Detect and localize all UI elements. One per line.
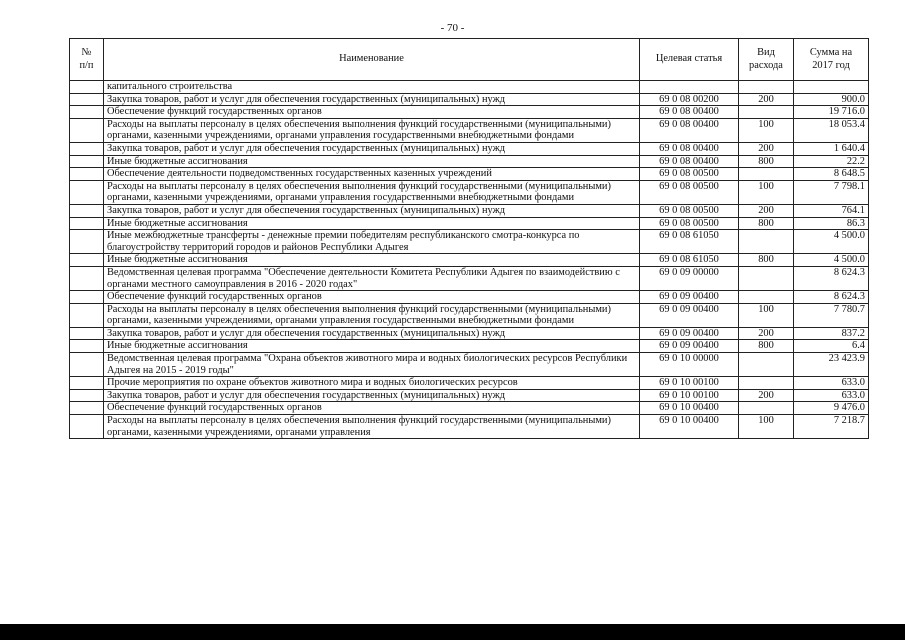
no-cell [70,93,104,106]
table-row [70,340,869,353]
type-cell: 100 [739,180,794,204]
no-cell [70,266,104,290]
name-cell: Закупка товаров, работ и услуг для обеспечения государственных (муниципальных) нужд [104,93,640,106]
sum-cell: 7 218.7 [794,415,869,439]
code-cell: 69 0 09 00400 [640,327,739,340]
no-cell [70,291,104,304]
code-cell: 69 0 08 61050 [640,230,739,254]
name-cell: Иные бюджетные ассигнования [104,217,640,230]
sum-cell: 86.3 [794,217,869,230]
budget-table [69,38,869,439]
code-cell: 69 0 10 00100 [640,377,739,390]
sum-cell: 22.2 [794,155,869,168]
no-cell [70,81,104,94]
name-cell: Иные бюджетные ассигнования [104,155,640,168]
type-cell [739,402,794,415]
code-cell: 69 0 08 00400 [640,142,739,155]
table-row [70,291,869,304]
table-row [70,204,869,217]
type-cell [739,81,794,94]
no-cell [70,402,104,415]
scan-bottom-edge [0,624,905,640]
type-cell: 200 [739,389,794,402]
type-cell [739,353,794,377]
sum-cell [794,81,869,94]
type-cell: 200 [739,142,794,155]
table-row [70,254,869,267]
no-cell [70,118,104,142]
type-cell [739,266,794,290]
sum-cell: 4 500.0 [794,254,869,267]
name-cell: Закупка товаров, работ и услуг для обеспечения государственных (муниципальных) нужд [104,204,640,217]
sum-cell: 7 780.7 [794,303,869,327]
type-cell [739,377,794,390]
sum-cell: 4 500.0 [794,230,869,254]
type-cell: 100 [739,303,794,327]
type-cell: 800 [739,340,794,353]
no-cell [70,204,104,217]
name-cell: Обеспечение функций государственных органов [104,402,640,415]
code-cell: 69 0 09 00400 [640,303,739,327]
sum-cell: 8 624.3 [794,291,869,304]
table-row [70,415,869,439]
header-name: Наименование [104,39,640,81]
table-row [70,230,869,254]
table-row [70,81,869,94]
name-cell: Закупка товаров, работ и услуг для обеспечения государственных (муниципальных) нужд [104,142,640,155]
name-cell: Расходы на выплаты персоналу в целях обеспечения выполнения функций государственными (муниципальными) органами, казенными учреждениями, органами управления государственными внебюджетными фондами [104,118,640,142]
no-cell [70,389,104,402]
sum-cell: 18 053.4 [794,118,869,142]
code-cell: 69 0 09 00400 [640,291,739,304]
no-cell [70,142,104,155]
name-cell: Прочие мероприятия по охране объектов животного мира и водных биологических ресурсов [104,377,640,390]
code-cell: 69 0 08 00500 [640,204,739,217]
type-cell: 800 [739,155,794,168]
type-cell: 200 [739,93,794,106]
code-cell: 69 0 09 00400 [640,340,739,353]
sum-cell: 633.0 [794,377,869,390]
name-cell: Обеспечение функций государственных органов [104,106,640,119]
table-row [70,142,869,155]
sum-cell: 837.2 [794,327,869,340]
table-row [70,303,869,327]
no-cell [70,377,104,390]
table-row [70,155,869,168]
code-cell: 69 0 10 00400 [640,402,739,415]
table-row [70,106,869,119]
no-cell [70,327,104,340]
table-row [70,180,869,204]
sum-cell: 23 423.9 [794,353,869,377]
table-row [70,118,869,142]
name-cell: Ведомственная целевая программа "Охрана объектов животного мира и водных биологических ресурсов Республики Адыгея на 2015 - 2019 годы" [104,353,640,377]
code-cell: 69 0 10 00400 [640,415,739,439]
code-cell: 69 0 08 00500 [640,217,739,230]
no-cell [70,340,104,353]
type-cell: 200 [739,204,794,217]
sum-cell: 764.1 [794,204,869,217]
type-cell: 800 [739,254,794,267]
name-cell: Иные межбюджетные трансферты - денежные премии победителям республиканского смотра-конкурса по благоустройству территорий городов и районов Республики Адыгея [104,230,640,254]
name-cell: капитального строительства [104,81,640,94]
type-cell: 200 [739,327,794,340]
name-cell: Иные бюджетные ассигнования [104,254,640,267]
code-cell: 69 0 09 00000 [640,266,739,290]
table-row [70,377,869,390]
sum-cell: 7 798.1 [794,180,869,204]
sum-cell: 1 640.4 [794,142,869,155]
code-cell: 69 0 08 00500 [640,180,739,204]
no-cell [70,106,104,119]
no-cell [70,168,104,181]
table-row [70,168,869,181]
no-cell [70,180,104,204]
table-row [70,217,869,230]
type-cell [739,291,794,304]
sum-cell: 633.0 [794,389,869,402]
page-number: - 70 - [440,22,465,34]
name-cell: Расходы на выплаты персоналу в целях обеспечения выполнения функций государственными (муниципальными) органами, казенными учреждениями, органами управления государственными внебюджетными фондами [104,303,640,327]
code-cell: 69 0 10 00000 [640,353,739,377]
name-cell: Закупка товаров, работ и услуг для обеспечения государственных (муниципальных) нужд [104,327,640,340]
table-row [70,389,869,402]
table-row [70,327,869,340]
table-body [70,81,869,439]
name-cell: Расходы на выплаты персоналу в целях обеспечения выполнения функций государственными (муниципальными) органами, казенными учреждениями, органами управления государственными внебюджетными фондами [104,180,640,204]
code-cell: 69 0 08 00200 [640,93,739,106]
type-cell [739,106,794,119]
sum-cell: 6.4 [794,340,869,353]
sum-cell: 8 624.3 [794,266,869,290]
no-cell [70,217,104,230]
no-cell [70,353,104,377]
code-cell: 69 0 10 00100 [640,389,739,402]
code-cell: 69 0 08 00400 [640,155,739,168]
code-cell: 69 0 08 00400 [640,118,739,142]
table-row [70,402,869,415]
type-cell [739,230,794,254]
header-code: Целевая статья [640,39,739,81]
sum-cell: 9 476.0 [794,402,869,415]
no-cell [70,415,104,439]
sum-cell: 19 716.0 [794,106,869,119]
code-cell [640,81,739,94]
header-type: Вид расхода [739,39,794,81]
sum-cell: 900.0 [794,93,869,106]
name-cell: Обеспечение деятельности подведомственных государственных казенных учреждений [104,168,640,181]
table-row [70,266,869,290]
type-cell [739,168,794,181]
type-cell: 100 [739,415,794,439]
no-cell [70,230,104,254]
name-cell: Обеспечение функций государственных органов [104,291,640,304]
name-cell: Иные бюджетные ассигнования [104,340,640,353]
table-row [70,353,869,377]
code-cell: 69 0 08 61050 [640,254,739,267]
name-cell: Расходы на выплаты персоналу в целях обеспечения выполнения функций государственными (муниципальными) органами, казенными учреждениями, органами управления [104,415,640,439]
no-cell [70,155,104,168]
header-sum: Сумма на 2017 год [794,39,869,81]
table-header-row [70,39,869,81]
header-no: № п/п [70,39,104,81]
type-cell: 100 [739,118,794,142]
code-cell: 69 0 08 00500 [640,168,739,181]
no-cell [70,254,104,267]
name-cell: Ведомственная целевая программа "Обеспечение деятельности Комитета Республики Адыгея по взаимодействию с органами местного самоуправления в 2016 - 2020 годах" [104,266,640,290]
name-cell: Закупка товаров, работ и услуг для обеспечения государственных (муниципальных) нужд [104,389,640,402]
type-cell: 800 [739,217,794,230]
sum-cell: 8 648.5 [794,168,869,181]
no-cell [70,303,104,327]
table-row [70,93,869,106]
code-cell: 69 0 08 00400 [640,106,739,119]
